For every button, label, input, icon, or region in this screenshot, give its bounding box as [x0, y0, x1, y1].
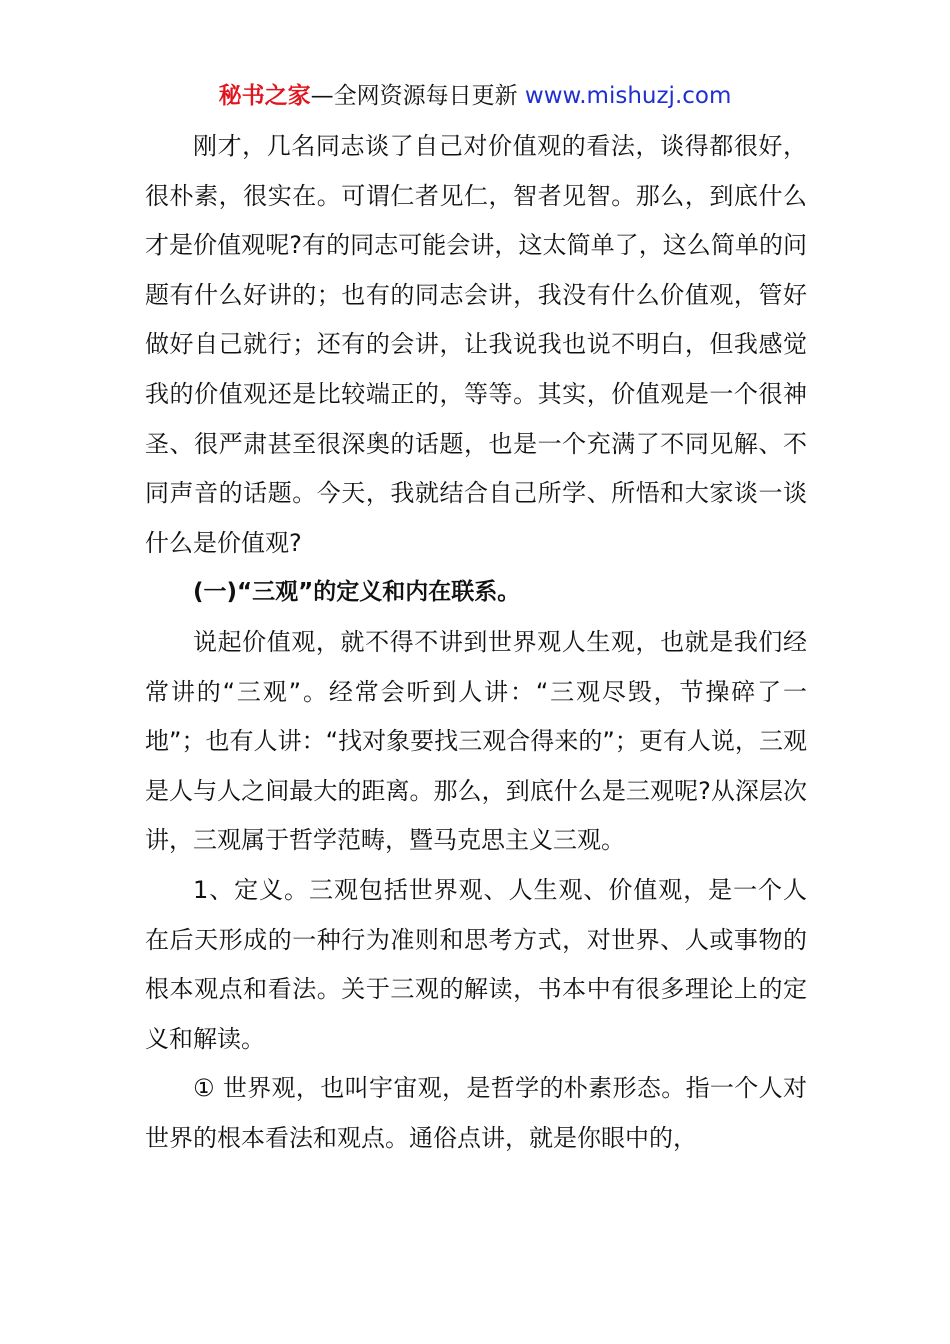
site-header	[0, 78, 950, 114]
paragraph-intro: 刚才，几名同志谈了自己对价值观的看法，谈得都很好，很朴素，很实在。可谓仁者见仁，智者见智。那么，到底什么才是价值观呢?有的同志可能会讲，这太简单了，这么简单的问题有什么好讲的；也有的同志会讲，我没有什么价值观，管好做好自己就行；还有的会讲，让我说我也说不明白，但我感觉我的价值观还是比较端正的，等等。其实，价值观是一个很神圣、很严肃甚至很深奥的话题，也是一个充满了不同见解、不同声音的话题。今天，我就结合自己所学、所悟和大家谈一谈什么是价值观?	[145, 132, 807, 557]
paragraph-worldview: ① 世界观，也叫宇宙观，是哲学的朴素形态。指一个人对世界的根本看法和观点。通俗点讲，就是你眼中的，	[145, 1074, 807, 1152]
site-url-link[interactable]: www.mishuzj.com	[524, 83, 732, 109]
paragraph-definition: 1、定义。三观包括世界观、人生观、价值观，是一个人在后天形成的一种行为准则和思考方式，对世界、人或事物的根本观点和看法。关于三观的解读，书本中有很多理论上的定义和解读。	[145, 875, 807, 1053]
site-brand: 秘书之家	[218, 83, 311, 109]
section-heading: (一)“三观”的定义和内在联系。	[193, 579, 521, 606]
site-tagline: —全网资源每日更新	[310, 83, 525, 109]
paragraph-three-views: 说起价值观，就不得不讲到世界观人生观，也就是我们经常讲的“三观”。经常会听到人讲：“三观尽毁，节操碎了一地”；也有人讲：“找对象要找三观合得来的”；更有人说，三观是人与人之间最大的距离。那么，到底什么是三观呢?从深层次讲，三观属于哲学范畴，暨马克思主义三观。	[145, 627, 807, 855]
document-body	[145, 122, 807, 1163]
